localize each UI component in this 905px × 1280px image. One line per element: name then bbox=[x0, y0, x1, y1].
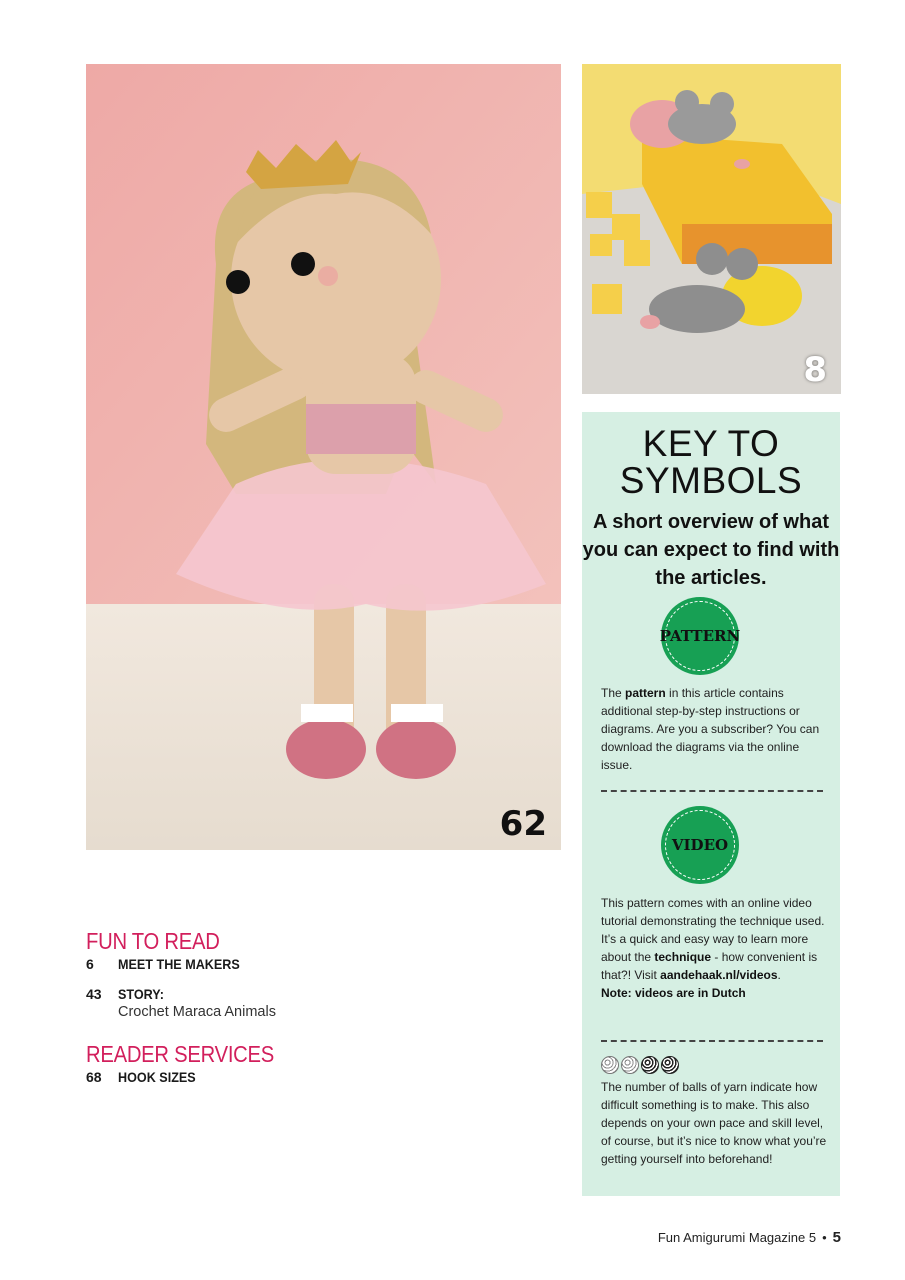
video-text-post: - how convenient is that?! Visit bbox=[601, 950, 818, 982]
divider bbox=[601, 790, 823, 792]
video-link[interactable]: aandehaak.nl/videos bbox=[660, 968, 778, 982]
video-badge-icon bbox=[661, 806, 739, 884]
toc-entry-title: MEET THE MAKERS bbox=[118, 956, 240, 972]
toc-entry[interactable] bbox=[86, 985, 276, 1021]
toc-fun-to-read bbox=[86, 928, 276, 1021]
video-text-pre: This pattern comes with an online video tutorial demonstrating the technique used. It’s a quick and easy way to learn more about the bbox=[601, 896, 825, 964]
page-number: 5 bbox=[832, 1229, 841, 1246]
toc-entry[interactable] bbox=[86, 1068, 300, 1086]
toc-reader-services bbox=[86, 1041, 300, 1086]
video-link-post: . bbox=[777, 968, 781, 982]
mice-photo bbox=[582, 64, 841, 394]
toc-entry-title: HOOK SIZES bbox=[118, 1069, 196, 1085]
footer-bullet: • bbox=[822, 1230, 827, 1245]
yarn-ball-icon bbox=[641, 1056, 659, 1074]
toc-entry-page: 68 bbox=[86, 1069, 102, 1085]
key-title bbox=[582, 425, 840, 499]
toc-entry-page: 6 bbox=[86, 956, 94, 972]
toc-entry-subtitle: Crochet Maraca Animals bbox=[118, 1004, 276, 1020]
page-ref-62: 62 bbox=[499, 804, 547, 844]
yarn-ball-icon bbox=[621, 1056, 639, 1074]
page-ref-8: 8 bbox=[803, 350, 827, 390]
pattern-description bbox=[601, 684, 829, 774]
key-title-line2: SYMBOLS bbox=[619, 460, 803, 501]
page-footer bbox=[658, 1229, 841, 1246]
video-text-bold: technique bbox=[654, 950, 712, 964]
key-to-symbols-panel bbox=[582, 412, 840, 1196]
video-note: Note: videos are in Dutch bbox=[601, 986, 746, 1000]
section-heading-fun-to-read: FUN TO READ bbox=[86, 928, 220, 954]
pattern-text-post: in this article contains additional step-by-step instructions or diagrams. Are you a subscriber? You can download the diagrams via the online issue. bbox=[601, 686, 820, 772]
key-subtitle: A short overview of what you can expect to find with the articles. bbox=[582, 511, 840, 589]
toc-entry[interactable] bbox=[86, 955, 276, 973]
doll-photo bbox=[86, 64, 561, 850]
pattern-badge-icon bbox=[661, 597, 739, 675]
pattern-text-bold: pattern bbox=[625, 686, 666, 700]
doll-illustration bbox=[86, 64, 561, 850]
yarn-ball-icon bbox=[661, 1056, 679, 1074]
yarn-description: The number of balls of yarn indicate how difficult something is to make. This also depends on your own pace and skill level, of course, but it’s nice to know what you’re getting yourself into beforehand! bbox=[601, 1080, 827, 1166]
video-description bbox=[601, 894, 829, 1002]
pattern-badge-label: PATTERN bbox=[659, 627, 741, 645]
key-title-line1: KEY TO bbox=[642, 423, 780, 464]
magazine-name: Fun Amigurumi Magazine 5 bbox=[657, 1230, 817, 1245]
mice-illustration bbox=[582, 64, 841, 394]
pattern-text-pre: The bbox=[601, 686, 626, 700]
section-heading-reader-services: READER SERVICES bbox=[86, 1041, 275, 1067]
difficulty-yarn-icons bbox=[601, 1056, 679, 1074]
toc-entry-title: STORY: bbox=[118, 986, 164, 1002]
yarn-ball-icon bbox=[601, 1056, 619, 1074]
toc-entry-page: 43 bbox=[86, 986, 102, 1002]
divider bbox=[601, 1040, 823, 1042]
video-badge-label: VIDEO bbox=[671, 836, 729, 854]
